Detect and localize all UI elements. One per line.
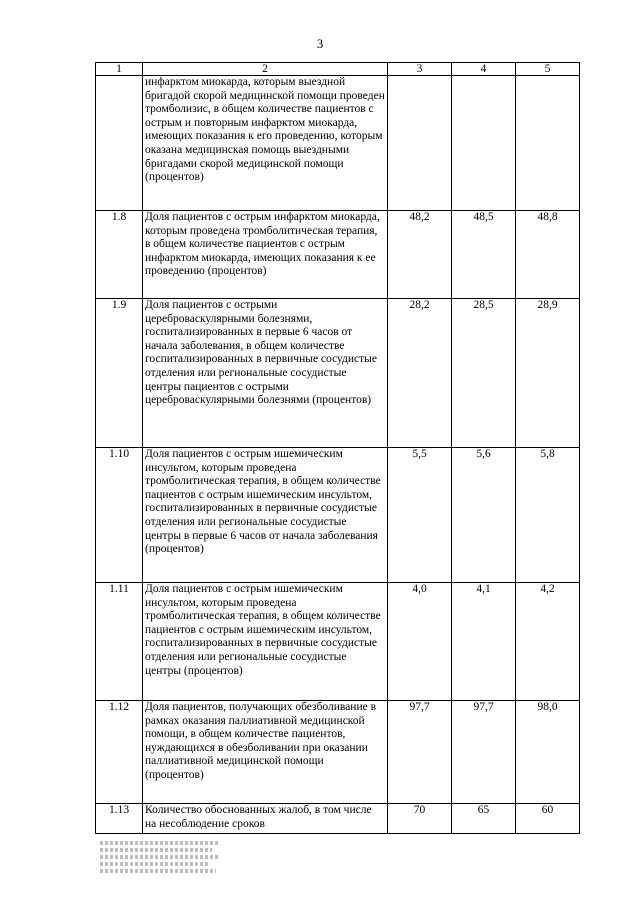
- row-value-col5: [516, 76, 580, 211]
- row-value-col3: 4,0: [388, 583, 452, 701]
- row-value-col5: 5,8: [516, 448, 580, 583]
- row-value-col4: 5,6: [452, 448, 516, 583]
- row-value-col3: 48,2: [388, 211, 452, 299]
- row-description: Количество обоснованных жалоб, в том числе на несоблюдение сроков: [143, 804, 388, 834]
- row-value-col5: 60: [516, 804, 580, 834]
- header-col-3: 3: [388, 63, 452, 76]
- row-value-col4: 48,5: [452, 211, 516, 299]
- header-col-2: 2: [143, 63, 388, 76]
- header-col-1: 1: [96, 63, 143, 76]
- row-value-col3: 5,5: [388, 448, 452, 583]
- row-value-col3: 97,7: [388, 701, 452, 804]
- row-number: 1.9: [96, 299, 143, 448]
- row-description: Доля пациентов, получающих обезболивание в рамках оказания паллиативной медицинской помощи, в общем количестве пациентов, нуждающихся в обезболивании при оказании паллиативной медицинской помощи (процентов): [143, 701, 388, 804]
- row-value-col4: 97,7: [452, 701, 516, 804]
- row-value-col4: 28,5: [452, 299, 516, 448]
- row-number: 1.11: [96, 583, 143, 701]
- row-description: Доля пациентов с острыми цереброваскулярными болезнями, госпитализированных в первые 6 часов от начала заболевания, в общем количестве госпитализированных в первичные сосудистые отделения или региональные сосудистые центры пациентов с острыми цереброваскулярными болезнями (процентов): [143, 299, 388, 448]
- row-value-col4: 4,1: [452, 583, 516, 701]
- row-number: 1.13: [96, 804, 143, 834]
- table-header-row: [96, 63, 580, 76]
- row-description: Доля пациентов с острым инфарктом миокарда, которым проведена тромболитическая терапия, в общем количестве пациентов с острым инфарктом миокарда, имеющих показания к ее проведению (процентов): [143, 211, 388, 299]
- row-number: 1.10: [96, 448, 143, 583]
- row-value-col3: 70: [388, 804, 452, 834]
- row-number: 1.12: [96, 701, 143, 804]
- page-number: 3: [316, 36, 324, 51]
- row-number: 1.8: [96, 211, 143, 299]
- row-value-col3: 28,2: [388, 299, 452, 448]
- table-row: [96, 299, 580, 448]
- row-value-col5: 28,9: [516, 299, 580, 448]
- table-row: [96, 804, 580, 834]
- row-value-col5: 48,8: [516, 211, 580, 299]
- header-col-5: 5: [516, 63, 580, 76]
- indicators-table: [95, 62, 580, 834]
- row-value-col4: 65: [452, 804, 516, 834]
- row-number: [96, 76, 143, 211]
- table-row: [96, 211, 580, 299]
- row-description: инфарктом миокарда, которым выездной бригадой скорой медицинской помощи проведен тромболизис, в общем количестве пациентов с острым и повторным инфарктом миокарда, имеющих показания к его проведению, которым оказана медицинская помощь выездными бригадами скорой медицинской помощи (процентов): [143, 76, 388, 211]
- row-description: Доля пациентов с острым ишемическим инсультом, которым проведена тромболитическая терапия, в общем количестве пациентов с острым ишемическим инсультом, госпитализированных в первичные сосудистые отделения или региональные сосудистые центры (процентов): [143, 583, 388, 701]
- document-stamp: [100, 838, 220, 888]
- table-row: [96, 583, 580, 701]
- row-value-col5: 98,0: [516, 701, 580, 804]
- row-value-col5: 4,2: [516, 583, 580, 701]
- table-row: [96, 76, 580, 211]
- table-row: [96, 448, 580, 583]
- header-col-4: 4: [452, 63, 516, 76]
- table-row: [96, 701, 580, 804]
- row-value-col3: [388, 76, 452, 211]
- row-description: Доля пациентов с острым ишемическим инсультом, которым проведена тромболитическая терапия, в общем количестве пациентов с острым ишемическим инсультом, госпитализированных в первичные сосудистые отделения или региональные сосудистые центры в первые 6 часов от начала заболевания (процентов): [143, 448, 388, 583]
- row-value-col4: [452, 76, 516, 211]
